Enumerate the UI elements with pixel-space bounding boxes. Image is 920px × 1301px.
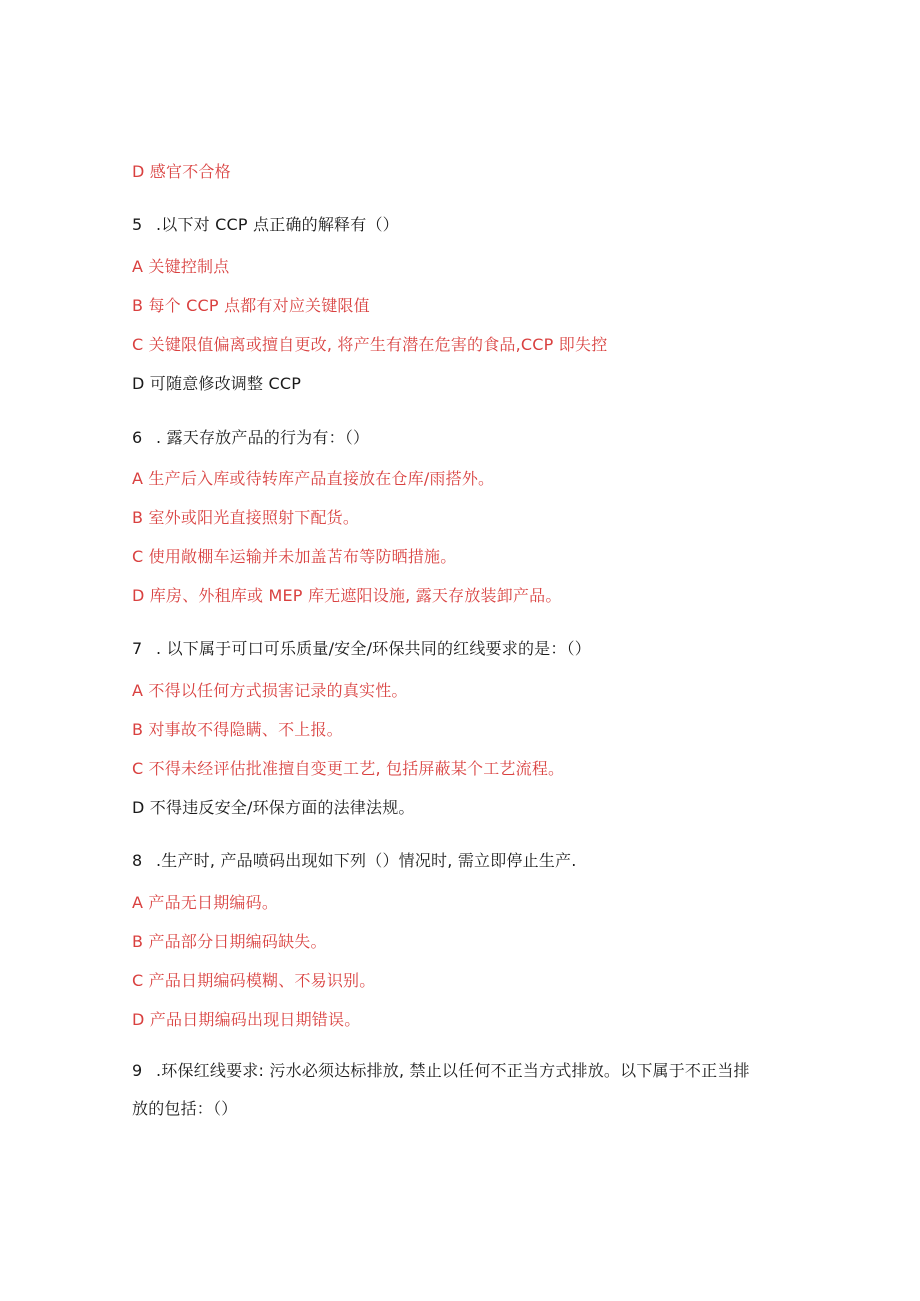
- option-5a: [132, 257, 229, 277]
- question-text: .以下对 CCP 点正确的解释有（）: [156, 215, 399, 234]
- option-6c: [132, 547, 456, 567]
- option-text: D 可随意修改调整 CCP: [132, 374, 302, 393]
- option-6b: [132, 508, 359, 528]
- option-text: C 不得未经评估批准擅自变更工艺, 包括屏蔽某个工艺流程。: [132, 759, 565, 778]
- option-text: A 关键控制点: [132, 257, 230, 276]
- option-text: B 对事故不得隐瞒、不上报。: [132, 720, 343, 739]
- option-text: A 不得以任何方式损害记录的真实性。: [132, 681, 408, 700]
- question-9: [132, 1061, 750, 1081]
- option-5b: [132, 296, 370, 316]
- option-text: A 生产后入库或待转库产品直接放在仓库/雨搭外。: [132, 469, 495, 488]
- option-text: C 关键限值偏离或擅自更改, 将产生有潜在危害的食品,CCP 即失控: [132, 335, 608, 354]
- option-5d: [132, 374, 301, 394]
- question-number: 7: [132, 639, 143, 658]
- option-text: C 产品日期编码模糊、不易识别。: [132, 971, 376, 990]
- option-text: A 产品无日期编码。: [132, 893, 279, 912]
- option-text: D 产品日期编码出现日期错误。: [132, 1010, 361, 1029]
- option-8c: [132, 971, 375, 991]
- question-text: . 以下属于可口可乐质量/安全/环保共同的红线要求的是：（）: [156, 639, 591, 658]
- option-7c: [132, 759, 564, 779]
- option-text: B 每个 CCP 点都有对应关键限值: [132, 296, 370, 315]
- option-6d: [132, 586, 562, 606]
- option-4d: [132, 162, 231, 182]
- question-5: [132, 215, 399, 235]
- option-7a: [132, 681, 408, 701]
- question-9-continuation: [132, 1099, 237, 1119]
- question-text: 放的包括：（）: [132, 1099, 238, 1118]
- question-6: [132, 428, 369, 448]
- question-7: [132, 639, 591, 659]
- question-text: . 露天存放产品的行为有：（）: [156, 428, 370, 447]
- question-number: 9: [132, 1061, 143, 1080]
- option-7d: [132, 798, 415, 818]
- option-8a: [132, 893, 278, 913]
- option-5c: [132, 335, 607, 355]
- question-number: 5: [132, 215, 143, 234]
- option-text: B 产品部分日期编码缺失。: [132, 932, 327, 951]
- option-6a: [132, 469, 494, 489]
- option-text: C 使用敞棚车运输并未加盖苫布等防晒措施。: [132, 547, 457, 566]
- option-text: B 室外或阳光直接照射下配货。: [132, 508, 360, 527]
- question-number: 6: [132, 428, 143, 447]
- question-number: 8: [132, 851, 143, 870]
- option-text: D 不得违反安全/环保方面的法律法规。: [132, 798, 415, 817]
- option-8d: [132, 1010, 360, 1030]
- question-text: .环保红线要求: 污水必须达标排放, 禁止以任何不正当方式排放。以下属于不正当排: [156, 1061, 750, 1080]
- option-7b: [132, 720, 343, 740]
- option-text: D 库房、外租库或 MEP 库无遮阳设施, 露天存放装卸产品。: [132, 586, 562, 605]
- option-8b: [132, 932, 327, 952]
- question-8: [132, 851, 577, 871]
- option-text: D 感官不合格: [132, 162, 231, 181]
- question-text: .生产时, 产品喷码出现如下列（）情况时, 需立即停止生产.: [156, 851, 577, 870]
